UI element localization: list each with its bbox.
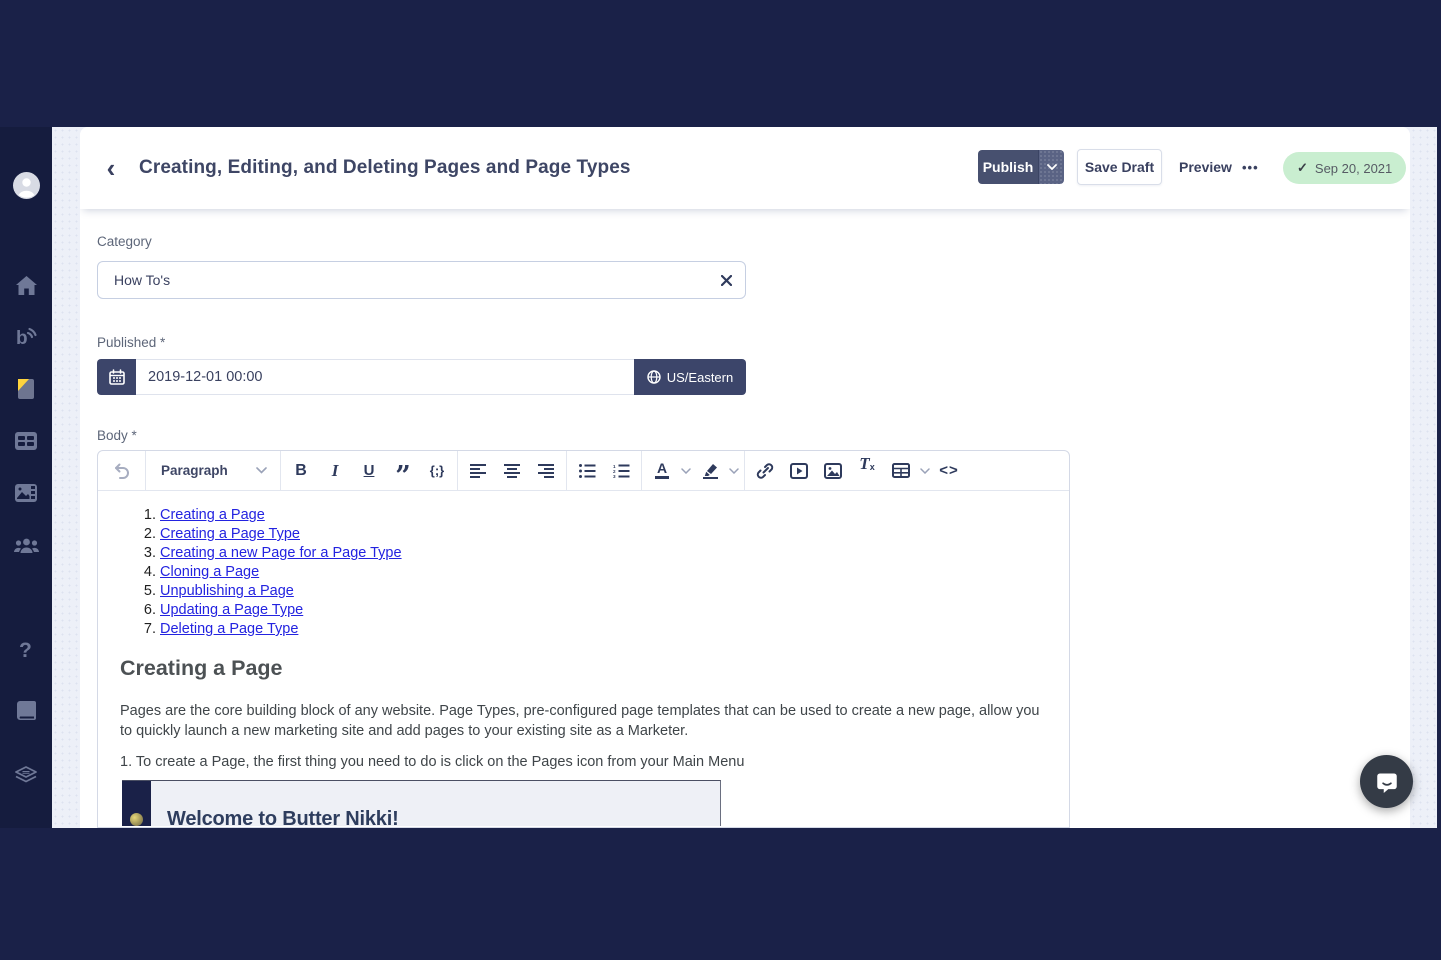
list-item [160,544,1047,563]
more-options-button[interactable]: ••• [1242,159,1259,175]
align-center-icon [504,464,520,478]
sidebar-item-collections[interactable] [0,423,52,459]
bottom-band [0,828,1441,960]
toc-list [120,506,1047,639]
toc-link[interactable]: Creating a Page [160,507,265,523]
image-icon [824,463,842,479]
toc-link[interactable]: Creating a new Page for a Page Type [160,545,402,561]
step-text: 1. To create a Page, the first thing you need to do is click on the Pages icon from your Main Menu [120,754,745,770]
blockquote-button[interactable]: ” [395,460,411,492]
sidebar-item-pages-active[interactable] [0,371,52,407]
rich-text-editor [97,450,1070,828]
numbered-list-button[interactable] [604,454,638,488]
calendar-icon [109,369,125,385]
content-card [80,127,1410,828]
highlighter-icon [702,462,719,479]
chevron-down-icon [256,467,267,474]
avatar-icon [13,172,40,199]
svg-text:3: 3 [612,473,616,478]
published-label: Published * [97,335,166,350]
text-color-icon: A [655,462,669,479]
toc-link[interactable]: Creating a Page Type [160,526,300,542]
clear-category-button[interactable] [718,272,734,288]
published-date-text: Sep 20, 2021 [1314,160,1393,176]
save-draft-button[interactable]: Save Draft [1077,149,1162,185]
body-label: Body * [97,428,137,443]
text-color-dropdown[interactable] [679,468,693,474]
toc-link[interactable]: Deleting a Page Type [160,621,299,637]
help-icon [18,639,34,661]
chevron-down-icon [681,468,691,474]
sidebar-item-stack[interactable] [0,757,52,793]
book-icon [17,701,36,722]
table-icon [892,463,910,478]
insert-link-button[interactable] [748,454,782,488]
video-icon [790,463,808,479]
toolbar-separator [566,451,567,491]
check-icon: ✓ [1297,160,1308,175]
published-field-row [97,359,746,395]
sidebar-item-docs[interactable] [0,693,52,729]
insert-image-button[interactable] [816,454,850,488]
embedded-logo-icon [130,813,143,826]
published-date-badge [1283,152,1406,184]
clear-formatting-button[interactable]: T x [859,453,875,473]
undo-icon [113,463,131,479]
link-icon [756,462,774,480]
chevron-down-icon [729,468,739,474]
preview-button[interactable]: Preview [1179,159,1232,175]
insert-table-button[interactable] [884,454,918,488]
section-heading: Creating a Page [120,656,283,680]
list-item [160,506,1047,525]
toolbar-separator [744,451,745,491]
media-icon [15,484,37,502]
chat-bubble-icon [1374,769,1400,795]
toc-link[interactable]: Updating a Page Type [160,602,304,618]
sidebar-item-users[interactable] [0,527,52,563]
svg-text:1: 1 [612,463,616,469]
chevron-down-icon [1047,164,1057,170]
list-item [160,601,1047,620]
page-title: Creating, Editing, and Deleting Pages and Page Types [139,157,631,178]
align-right-icon [538,464,554,478]
bullet-list-button[interactable] [570,454,604,488]
category-input[interactable] [97,261,746,299]
collections-icon [15,432,37,450]
italic-button[interactable]: I [331,460,339,480]
page-header [80,127,1410,209]
editor-form [80,209,1410,828]
sidebar-item-blog[interactable] [0,319,52,355]
list-item [160,563,1047,582]
code-sample-button[interactable]: {;} [429,463,445,478]
blog-icon [15,327,37,347]
body-paragraph: Pages are the core building block of any website. Page Types, pre-configured page templates that can be used to create a new page, allow you to quickly launch a new marketing site and add pages to your existing site as a Marketer. [120,703,1040,739]
users-icon [14,537,39,554]
paragraph-format-label: Paragraph [161,463,228,478]
svg-text:2: 2 [612,468,616,474]
timezone-button[interactable] [634,359,746,395]
sidebar [0,127,52,828]
bullet-list-icon [579,464,596,478]
close-icon [721,275,732,286]
align-left-icon [470,464,486,478]
align-center-button[interactable] [495,454,529,488]
toolbar-separator [457,451,458,491]
insert-video-button[interactable] [782,454,816,488]
published-datetime-input[interactable] [136,359,634,395]
text-color-button[interactable] [645,454,679,488]
sidebar-item-media[interactable] [0,475,52,511]
category-field-wrap [97,261,746,299]
numbered-list-icon [613,464,630,478]
align-left-button[interactable] [461,454,495,488]
calendar-button[interactable] [97,359,136,395]
chevron-down-icon [920,468,930,474]
list-item [160,620,1047,639]
globe-icon [647,370,661,384]
pages-icon [17,378,35,400]
publish-dropdown-button[interactable] [1038,150,1064,184]
underline-button[interactable]: U [363,462,375,479]
toc-link[interactable]: Unpublishing a Page [160,583,294,599]
list-item [160,582,1047,601]
embedded-screenshot [122,780,721,826]
list-item [160,525,1047,544]
highlight-color-dropdown[interactable] [727,468,741,474]
avatar[interactable] [0,167,52,203]
timezone-label: US/Eastern [666,369,734,385]
back-button[interactable] [96,151,126,185]
chat-launcher-button[interactable] [1360,755,1413,808]
toolbar-separator [280,451,281,491]
paragraph-format-dropdown[interactable] [149,454,277,488]
toolbar-separator [641,451,642,491]
editor-toolbar [98,451,1069,491]
svg-text:b: b [16,328,28,347]
sidebar-item-home[interactable] [0,267,52,303]
sidebar-item-help[interactable] [0,632,52,668]
highlight-color-button[interactable] [693,454,727,488]
home-icon [16,276,37,295]
table-dropdown[interactable] [918,468,932,474]
clear-formatting-icon: T [859,453,870,473]
publish-button[interactable]: Publish [978,150,1038,184]
embedded-screenshot-heading: Welcome to Butter Nikki! [167,808,399,826]
editor-content-area[interactable] [98,491,1069,827]
toc-link[interactable]: Cloning a Page [160,564,260,580]
bold-button[interactable]: B [295,461,307,479]
svg-text:?: ? [19,639,32,661]
back-chevron-icon: ‹ [106,153,116,183]
source-code-button[interactable]: <> [939,462,959,479]
publish-button-group [978,150,1064,184]
undo-button[interactable] [102,454,142,488]
category-label: Category [97,234,152,249]
toolbar-separator [145,451,146,491]
stack-icon [14,766,38,784]
align-right-button[interactable] [529,454,563,488]
